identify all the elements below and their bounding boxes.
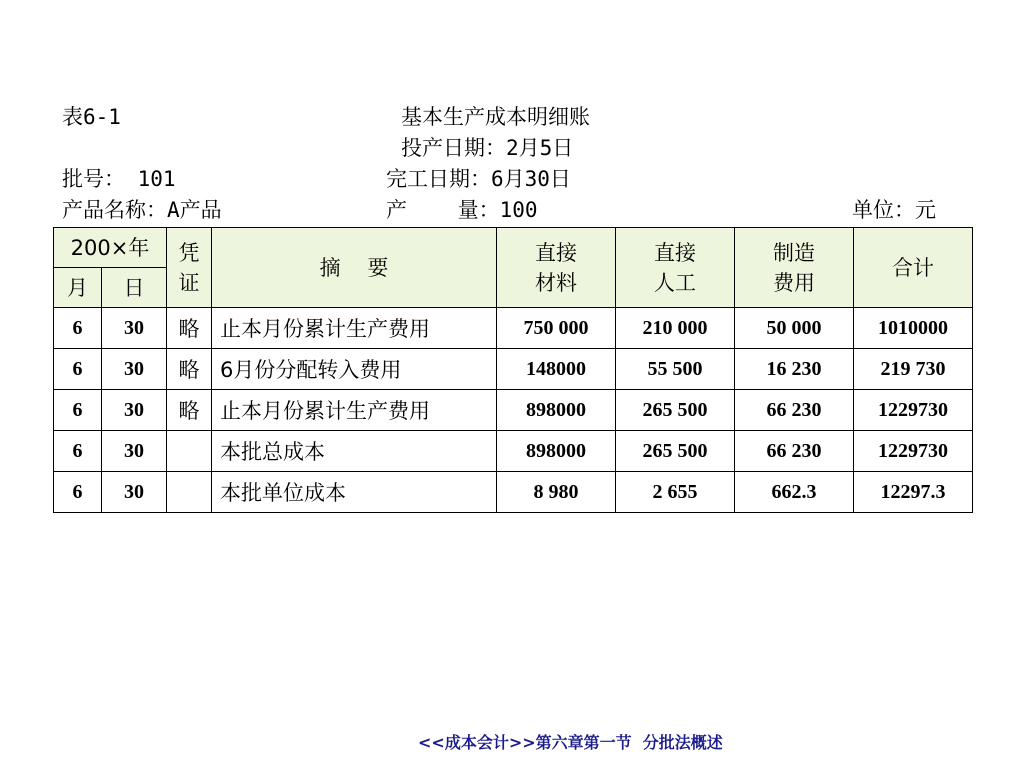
voucher-header: 凭 证 <box>167 228 212 308</box>
cost-ledger-table <box>53 227 973 513</box>
overhead-cell: 50 000 <box>735 308 854 349</box>
summary-cell: 6月份分配转入费用 <box>212 349 497 390</box>
overhead-cell: 662.3 <box>735 472 854 513</box>
table-number: 表6-1 <box>62 105 121 129</box>
overhead-cell: 66 230 <box>735 390 854 431</box>
unit-label: 单位：元 <box>852 198 936 222</box>
material-cell: 8 980 <box>497 472 616 513</box>
overhead-cell: 16 230 <box>735 349 854 390</box>
month-cell: 6 <box>54 472 102 513</box>
month-cell: 6 <box>54 308 102 349</box>
day-cell: 30 <box>102 472 167 513</box>
day-cell: 30 <box>102 390 167 431</box>
labor-cell: 265 500 <box>616 390 735 431</box>
month-cell: 6 <box>54 390 102 431</box>
month-cell: 6 <box>54 431 102 472</box>
labor-cell: 265 500 <box>616 431 735 472</box>
summary-cell: 本批总成本 <box>212 431 497 472</box>
total-cell: 12297.3 <box>854 472 973 513</box>
voucher-cell: 略 <box>167 308 212 349</box>
voucher-cell: 略 <box>167 390 212 431</box>
start-date: 投产日期：2月5日 <box>401 136 574 160</box>
table-row <box>54 349 973 390</box>
day-cell: 30 <box>102 431 167 472</box>
year-header: 200×年 <box>54 228 167 268</box>
month-cell: 6 <box>54 349 102 390</box>
batch-number: 批号： 101 <box>62 167 176 191</box>
material-cell: 898000 <box>497 431 616 472</box>
total-cell: 1010000 <box>854 308 973 349</box>
labor-header: 直接 人工 <box>616 228 735 308</box>
finish-date: 完工日期：6月30日 <box>386 167 571 191</box>
quantity: 产 量：100 <box>386 198 538 222</box>
voucher-cell <box>167 431 212 472</box>
labor-cell: 2 655 <box>616 472 735 513</box>
total-cell: 219 730 <box>854 349 973 390</box>
day-cell: 30 <box>102 308 167 349</box>
table-row <box>54 308 973 349</box>
material-cell: 148000 <box>497 349 616 390</box>
summary-header: 摘 要 <box>212 228 497 308</box>
footer-course-link[interactable]: <<成本会计>>第六章第一节 分批法概述 <box>418 733 723 752</box>
overhead-cell: 66 230 <box>735 431 854 472</box>
summary-cell: 止本月份累计生产费用 <box>212 390 497 431</box>
labor-cell: 210 000 <box>616 308 735 349</box>
total-cell: 1229730 <box>854 390 973 431</box>
table-row <box>54 390 973 431</box>
total-cell: 1229730 <box>854 431 973 472</box>
material-header: 直接 材料 <box>497 228 616 308</box>
voucher-cell: 略 <box>167 349 212 390</box>
table-row <box>54 472 973 513</box>
summary-cell: 本批单位成本 <box>212 472 497 513</box>
voucher-cell <box>167 472 212 513</box>
summary-cell: 止本月份累计生产费用 <box>212 308 497 349</box>
month-header: 月 <box>54 268 102 308</box>
ledger-title: 基本生产成本明细账 <box>401 105 590 129</box>
material-cell: 750 000 <box>497 308 616 349</box>
product-name: 产品名称：A产品 <box>62 198 222 222</box>
day-header: 日 <box>102 268 167 308</box>
material-cell: 898000 <box>497 390 616 431</box>
day-cell: 30 <box>102 349 167 390</box>
labor-cell: 55 500 <box>616 349 735 390</box>
total-header: 合计 <box>854 228 973 308</box>
overhead-header: 制造 费用 <box>735 228 854 308</box>
table-row <box>54 431 973 472</box>
